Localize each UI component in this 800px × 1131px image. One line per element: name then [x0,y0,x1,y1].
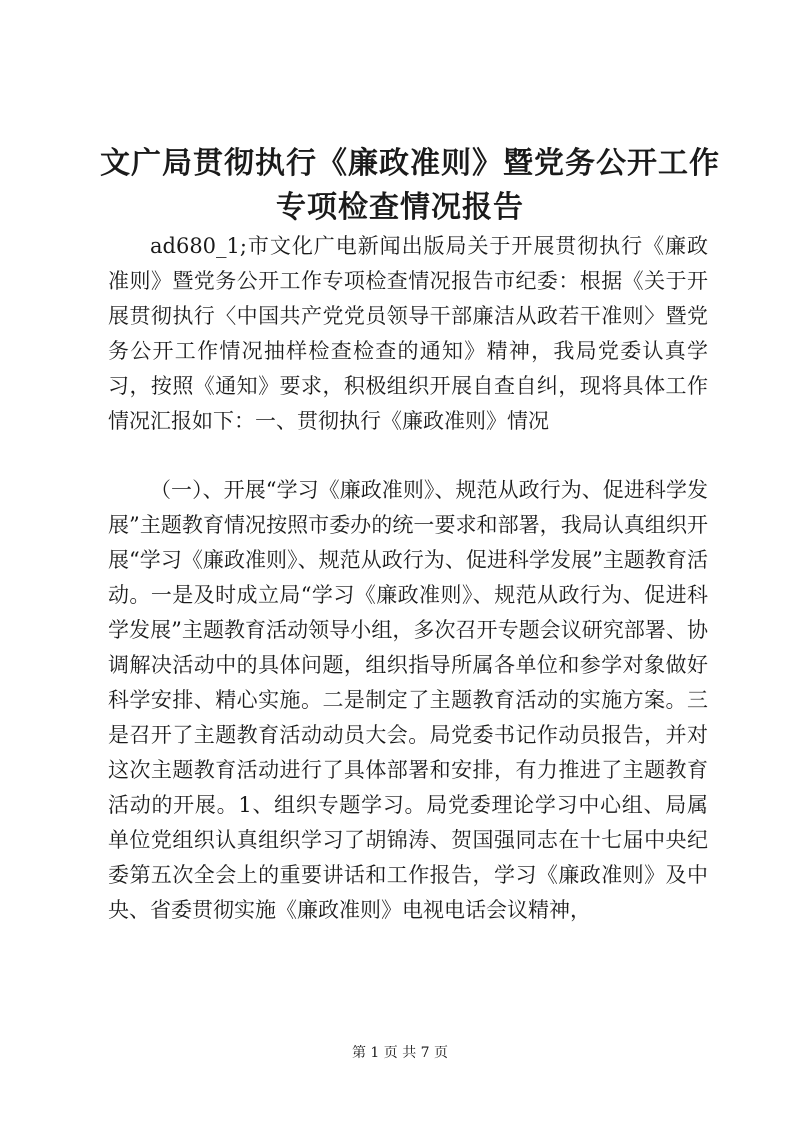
body-paragraph-2: （一）、开展“学习《廉政准则》、规范从政行为、促进科学发展”主题教育情况按照市委办的统一要求和部署，我局认真组织开展“学习《廉政准则》、规范从政行为、促进科学发展”主题教育活动。一是及时成立局“学习《廉政准则》、规范从政行为、促进科学发展”主题教育活动领导小组，多次召开专题会议研究部署、协调解决活动中的具体问题，组织指导所属各单位和参学对象做好科学安排、精心实施。二是制定了主题教育活动的实施方案。三是召开了主题教育活动动员大会。局党委书记作动员报告，并对这次主题教育活动进行了具体部署和安排，有力推进了主题教育活动的开展。1、组织专题学习。局党委理论学习中心组、局属单位党组织认真组织学习了胡锦涛、贺国强同志在十七届中央纪委第五次全会上的重要讲话和工作报告，学习《廉政准则》及中央、省委贯彻实施《廉政准则》电视电话会议精神， [108,478,708,922]
document-title-line-2: 专项检查情况报告 [276,190,524,225]
body-paragraph-1: ad680_1;市文化广电新闻出版局关于开展贯彻执行《廉政准则》暨党务公开工作专项检查情况报告市纪委：根据《关于开展贯彻执行〈中国共产党党员领导干部廉洁从政若干准则〉暨党务公开工作情况抽样检查检查的通知》精神，我局党委认真学习，按照《通知》要求，积极组织开展自查自纠，现将具体工作情况汇报如下：一、贯彻执行《廉政准则》情况 [108,234,708,433]
page-number-footer: 第 1 页 共 7 页 [351,1045,449,1061]
document-title-line-1: 文广局贯彻执行《廉政准则》暨党务公开工作 [100,146,720,181]
